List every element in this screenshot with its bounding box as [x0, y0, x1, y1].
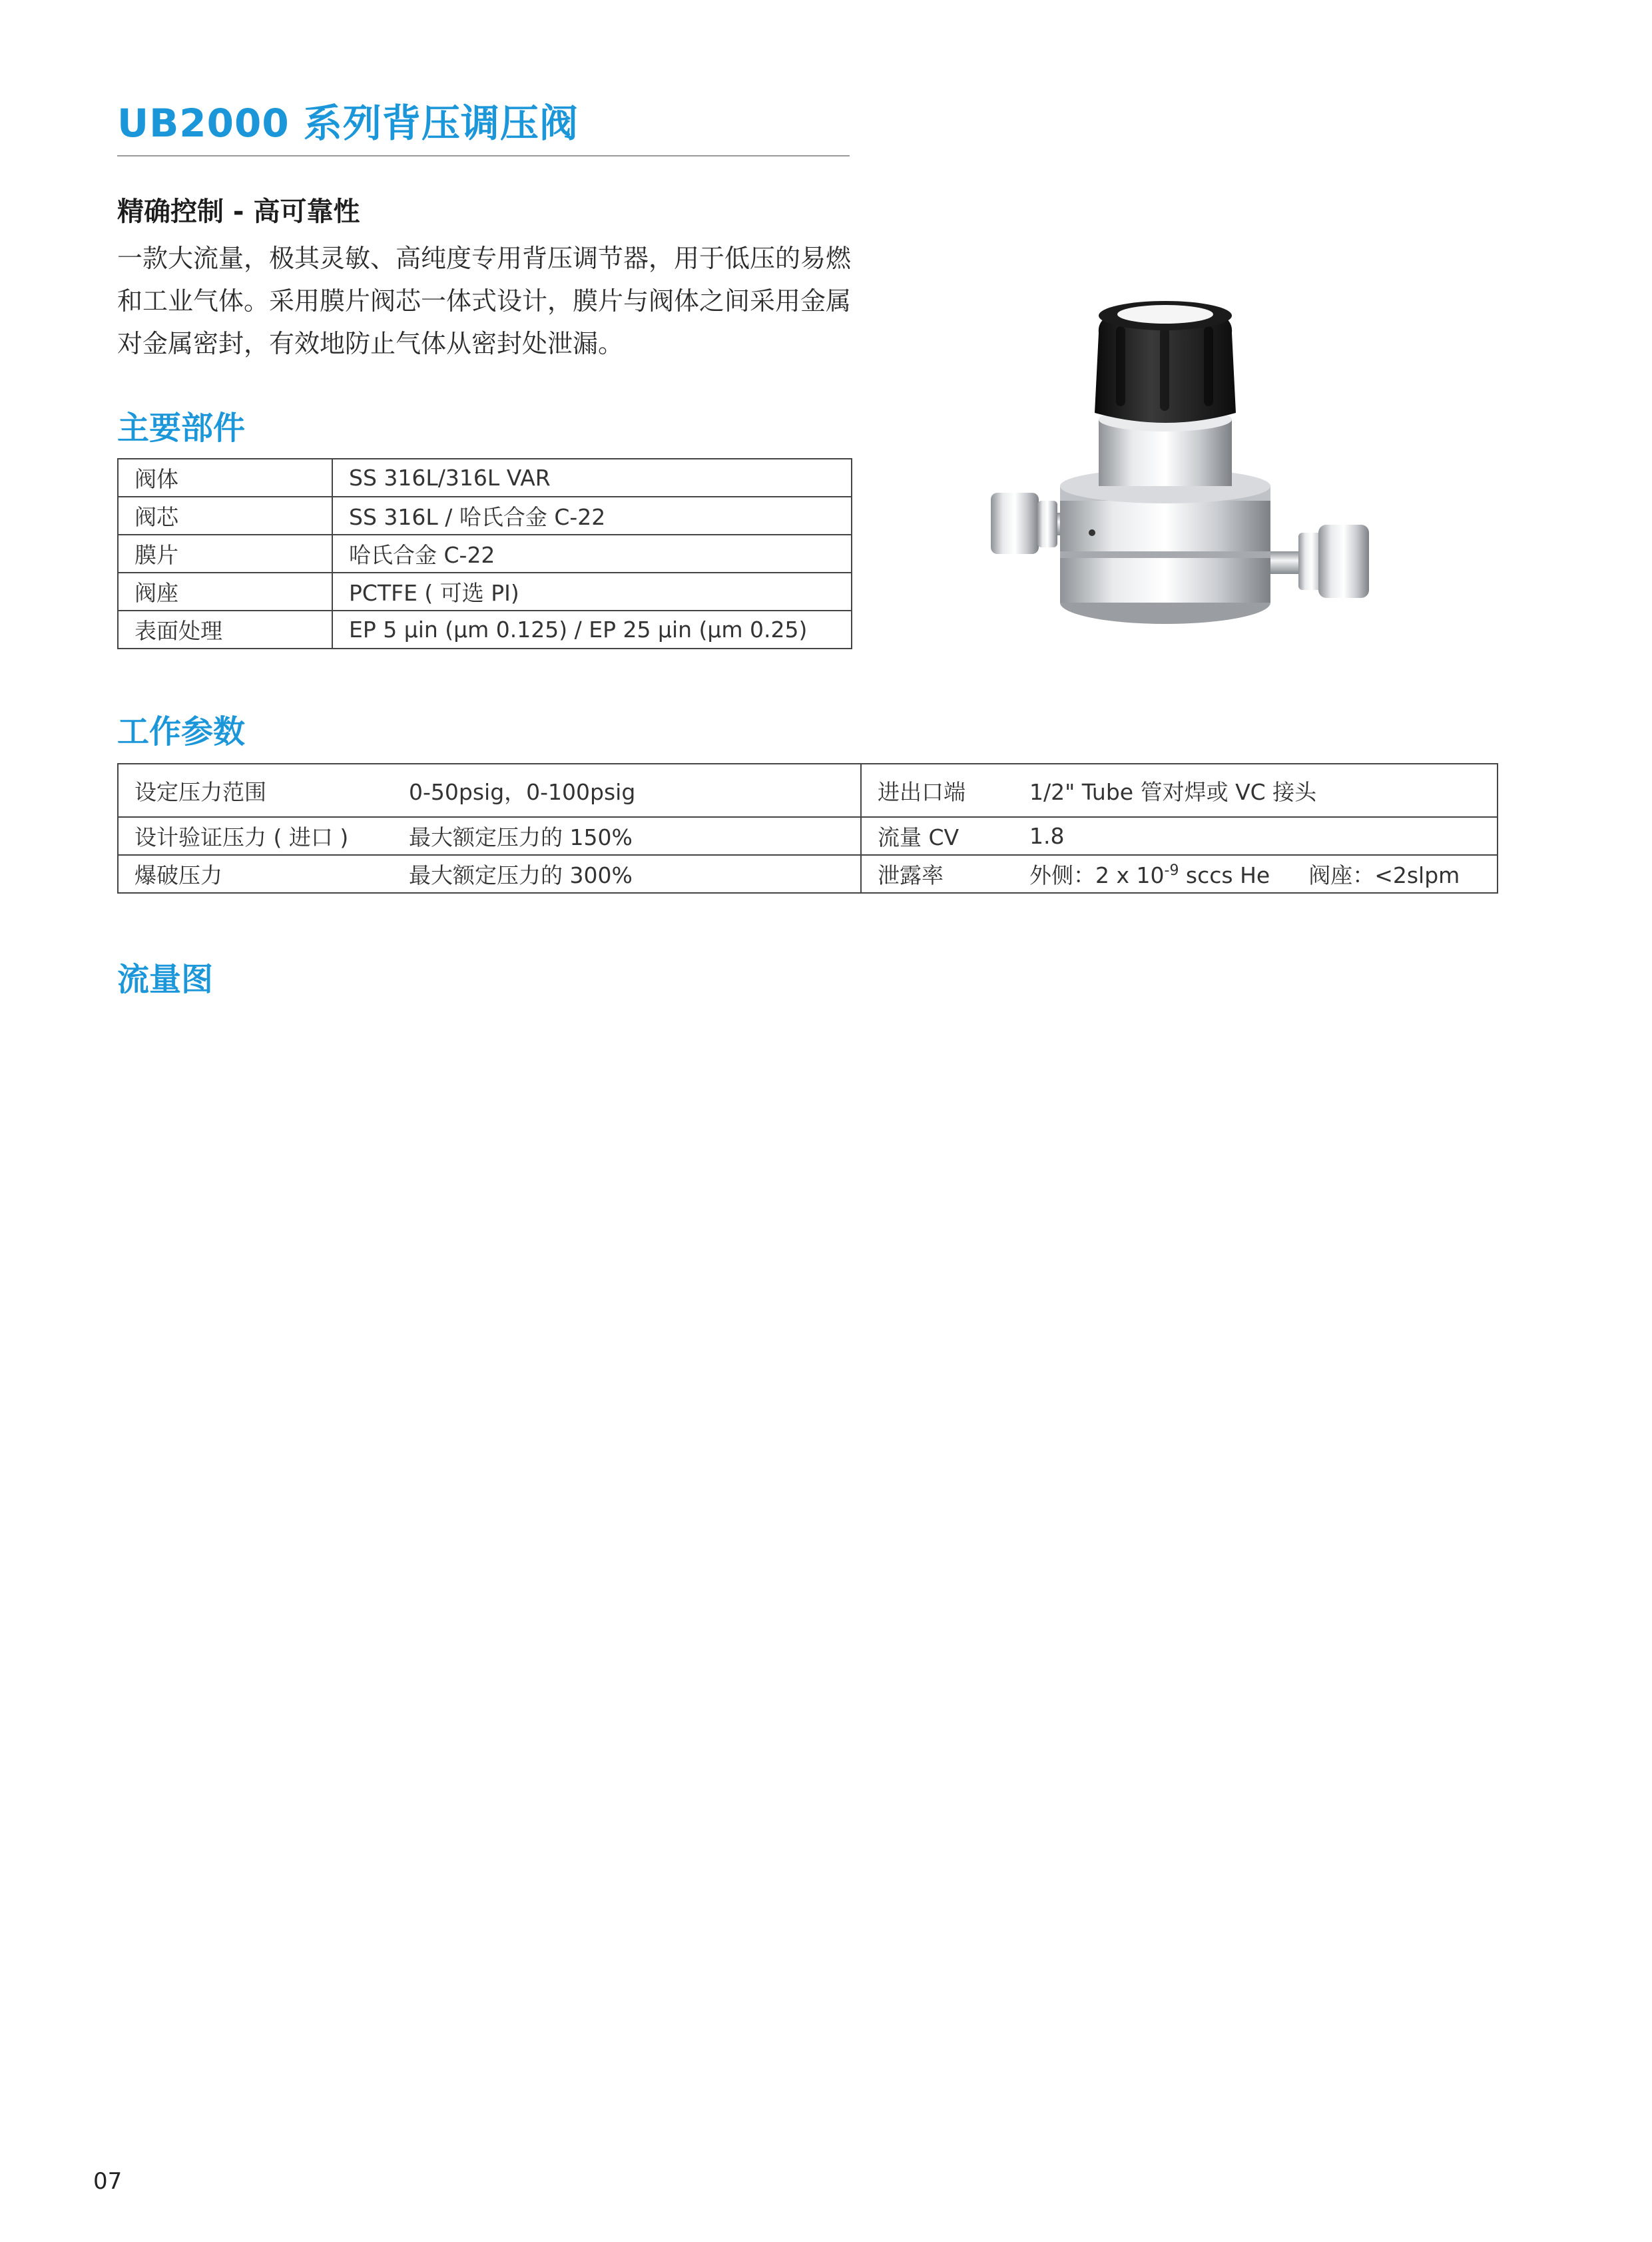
page-title: UB2000 系列背压调压阀	[117, 101, 579, 146]
title-divider	[117, 155, 850, 156]
table-cell: SS 316L / 哈氏合金 C-22	[332, 497, 852, 535]
table-row	[118, 573, 852, 611]
table-row	[118, 817, 1498, 855]
regulator-product-image	[985, 266, 1372, 653]
intro-line: 对金属密封，有效地防止气体从密封处泄漏。	[117, 329, 624, 358]
section-heading-params: 工作参数	[117, 713, 246, 750]
table-cell: 流量 CV	[861, 817, 1013, 855]
table-cell: 1/2" Tube 管对焊或 VC 接头	[1013, 764, 1498, 817]
table-cell: 阀体	[118, 459, 332, 497]
table-cell: PCTFE ( 可选 PI)	[332, 573, 852, 611]
table-cell: SS 316L/316L VAR	[332, 459, 852, 497]
parts-table	[117, 458, 852, 649]
section-heading-flow: 流量图	[117, 961, 214, 998]
table-cell: 设定压力范围	[118, 764, 393, 817]
table-cell: 1.8	[1013, 817, 1498, 855]
table-cell: 0-50psig，0-100psig	[393, 764, 861, 817]
table-cell: 泄露率	[861, 855, 1013, 893]
table-cell: 设计验证压力 ( 进口 )	[118, 817, 393, 855]
intro-line: 一款大流量，极其灵敏、高纯度专用背压调节器，用于低压的易燃	[117, 244, 852, 273]
leak-exponent: -9	[1164, 862, 1179, 879]
table-cell: 哈氏合金 C-22	[332, 535, 852, 573]
table-row	[118, 611, 852, 649]
table-row	[118, 459, 852, 497]
intro-line: 和工业气体。采用膜片阀芯一体式设计，膜片与阀体之间采用金属	[117, 286, 852, 316]
table-cell	[1013, 855, 1498, 893]
leak-outer-text: 外侧：2 x 10	[1029, 862, 1165, 888]
subtitle: 精确控制 - 高可靠性	[117, 196, 360, 227]
table-cell: 阀芯	[118, 497, 332, 535]
leak-seat-text: 阀座：<2slpm	[1308, 862, 1460, 888]
section-heading-parts: 主要部件	[117, 410, 246, 447]
table-row	[118, 497, 852, 535]
table-cell: 最大额定压力的 300%	[393, 855, 861, 893]
params-table	[117, 763, 1498, 894]
table-cell: 爆破压力	[118, 855, 393, 893]
table-cell: 进出口端	[861, 764, 1013, 817]
table-cell: 阀座	[118, 573, 332, 611]
table-row	[118, 855, 1498, 893]
table-cell: 表面处理	[118, 611, 332, 649]
page-number: 07	[93, 2168, 123, 2195]
table-cell: 最大额定压力的 150%	[393, 817, 861, 855]
table-row	[118, 535, 852, 573]
leak-outer-unit: sccs He	[1179, 862, 1270, 888]
table-cell: EP 5 µin (µm 0.125) / EP 25 µin (µm 0.25)	[332, 611, 852, 649]
table-row	[118, 764, 1498, 817]
table-cell: 膜片	[118, 535, 332, 573]
intro-paragraph	[117, 237, 863, 365]
